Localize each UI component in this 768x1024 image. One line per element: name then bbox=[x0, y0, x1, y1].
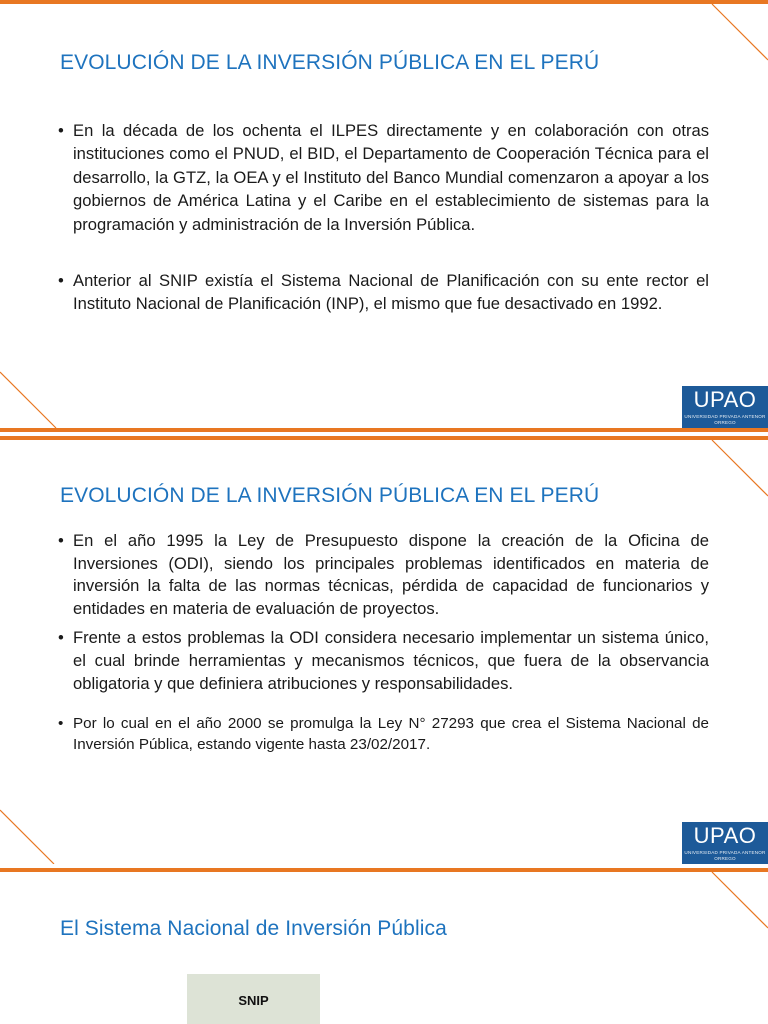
logo-name: UPAO bbox=[693, 823, 757, 848]
logo-name: UPAO bbox=[693, 387, 757, 412]
slide-title: EVOLUCIÓN DE LA INVERSIÓN PÚBLICA EN EL PERÚ bbox=[60, 51, 600, 74]
slide-3 bbox=[0, 864, 768, 1024]
bullet-item: • Por lo cual en el año 2000 se promulga la Ley N° 27293 que crea el Sistema Nacional de Inversión Pública, estando vigente hasta 23/02/2017. bbox=[58, 714, 709, 755]
slide-2 bbox=[0, 432, 768, 864]
bullet-item: • Frente a estos problemas la ODI considera necesario implementar un sistema único, el cual brinde herramientas y mecanismos técnicos, que fuera de la observancia obligatoria y que definiera atribuciones y responsabilidades. bbox=[58, 627, 709, 695]
logo-subtitle: UNIVERSIDAD PRIVADA ANTENOR ORREGO bbox=[684, 414, 766, 425]
slide-title: EVOLUCIÓN DE LA INVERSIÓN PÚBLICA EN EL PERÚ bbox=[60, 484, 600, 507]
slide-1 bbox=[0, 0, 768, 432]
upao-logo bbox=[682, 386, 768, 430]
bullet-item: • En la década de los ochenta el ILPES directamente y en colaboración con otras instituciones como el PNUD, el BID, el Departamento de Cooperación Técnica para el desarrollo, la GTZ, la OEA y el Instituto del Banco Mundial comenzaron a apoyar a los gobiernos de América Latina y el Caribe en el establecimiento de sistemas para la programación y administración de la Inversión Pública. bbox=[58, 119, 709, 236]
upao-logo bbox=[682, 822, 768, 864]
logo-subtitle: UNIVERSIDAD PRIVADA ANTENOR ORREGO bbox=[684, 850, 766, 861]
bullet-item: • Anterior al SNIP existía el Sistema Nacional de Planificación con su ente rector el Instituto Nacional de Planificación (INP), el mismo que fue desactivado en 1992. bbox=[58, 269, 709, 316]
bullet-item: • En el año 1995 la Ley de Presupuesto dispone la creación de la Oficina de Inversiones (ODI), siendo los principales problemas identificados en materia de inversión la falta de las normas técnicas, pérdida de capacidad de funcionarios y entidades en materia de evaluación de proyectos. bbox=[58, 530, 709, 620]
snip-box-label: SNIP bbox=[238, 992, 269, 1008]
snip-box bbox=[187, 974, 320, 1024]
slide-title: El Sistema Nacional de Inversión Pública bbox=[60, 917, 447, 940]
bullet-list bbox=[58, 530, 709, 755]
corner-decoration-lines bbox=[0, 864, 768, 1024]
bullet-list bbox=[58, 119, 709, 316]
